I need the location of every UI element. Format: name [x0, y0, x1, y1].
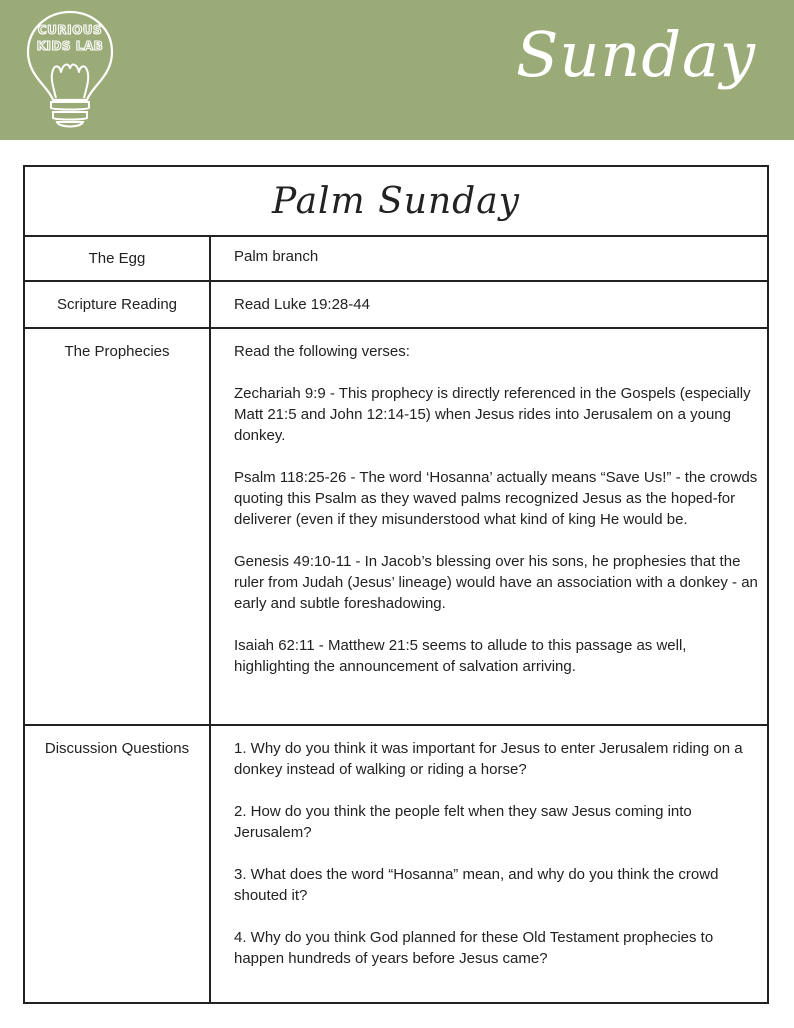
row-value: [234, 246, 759, 267]
paragraph: Isaiah 62:11 - Matthew 21:5 seems to allude to this passage as well, highlighting the announcement of salvation arriving.: [234, 637, 687, 675]
paragraph: 4. Why do you think God planned for these Old Testament prophecies to happen hundreds of years before Jesus came?: [234, 929, 714, 967]
paragraph: 2. How do you think the people felt when they saw Jesus coming into Jerusalem?: [234, 803, 692, 841]
paragraph: 1. Why do you think it was important for Jesus to enter Jerusalem riding on a donkey instead of walking or riding a horse?: [234, 740, 743, 778]
brand-line-1: CURIOUS: [37, 23, 103, 37]
header-banner: [0, 0, 794, 140]
row-discussion: [25, 726, 767, 1002]
paragraph: Read Luke 19:28-44: [234, 296, 370, 313]
row-scripture: [25, 282, 767, 329]
paragraph: Zechariah 9:9 - This prophecy is directly referenced in the Gospels (especially Matt 21:5 and John 12:14-15) when Jesus rides into Jerusalem on a young donkey.: [234, 385, 751, 444]
sheet-title: Palm Sunday: [25, 167, 767, 237]
row-value: [234, 294, 759, 315]
row-value: [234, 738, 759, 969]
paragraph: Psalm 118:25-26 - The word ‘Hosanna’ actually means “Save Us!” - the crowds quoting this Psalm as they waved palms recognized Jesus as the hoped-for deliverer (even if they misunderstood what kind of king He would be.: [234, 469, 758, 528]
row-label: The Prophecies: [25, 329, 211, 724]
row-egg: [25, 235, 767, 282]
row-value: [234, 341, 759, 677]
paragraph: Palm branch: [234, 248, 319, 265]
paragraph: 3. What does the word “Hosanna” mean, and why do you think the crowd shouted it?: [234, 866, 719, 904]
paragraph: Genesis 49:10-11 - In Jacob’s blessing over his sons, he prophesies that the ruler from Judah (Jesus’ lineage) would have an association with a donkey - an early and subtle foreshadowing.: [234, 553, 758, 612]
row-label: The Egg: [25, 235, 211, 280]
paragraph: Read the following verses:: [234, 343, 410, 360]
row-label: Scripture Reading: [25, 282, 211, 327]
row-prophecies: [25, 329, 767, 726]
brand-line-2: KIDS LAB: [36, 39, 104, 53]
row-label: Discussion Questions: [25, 726, 211, 1002]
devotion-sheet: [23, 165, 769, 1004]
lightbulb-logo-icon: [20, 6, 120, 134]
day-title: Sunday: [515, 18, 756, 91]
